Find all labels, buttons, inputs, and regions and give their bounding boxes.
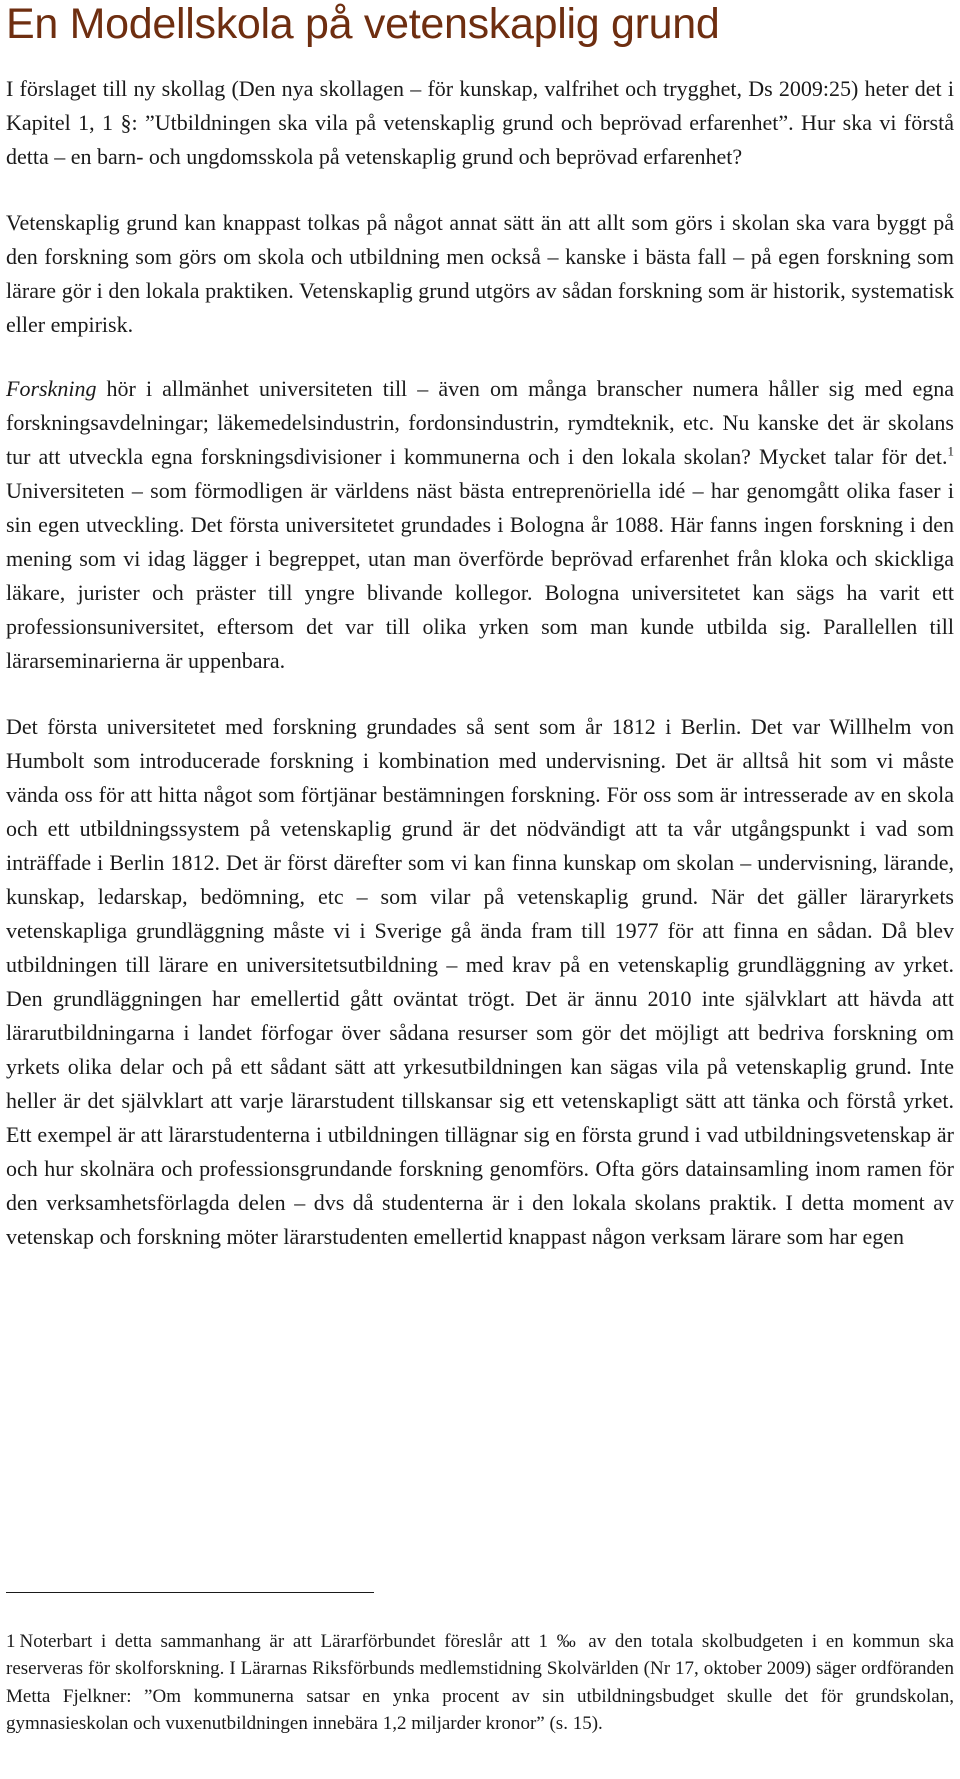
- paragraph-3-part-2: Universiteten – som förmodligen är världens näst bästa entreprenöriella idé – har genomgått olika faser i sin egen utveckling. Det första universitetet grundades i Bologna år 1088. Här fanns ingen forskning i den mening som vi idag lägger i begreppet, utan man överförde beprövad erfarenhet från kloka och skickliga läkare, jurister och präster till yngre blivande kollegor. Bologna universitetet kan sägs ha varit ett professionsuniversitet, eftersom det var till olika yrken som man kunde utbilda sig. Parallellen till lärarseminarierna är uppenbara.: [6, 478, 954, 673]
- paragraph-3: [6, 372, 954, 678]
- paragraph-3-part-1: hör i allmänhet universiteten till – även om många branscher numera håller sig med egna forskningsavdelningar; läkemedelsindustrin, fordonsindustrin, rymdteknik, etc. Nu kanske det är skolans tur att utveckla egna forskningsdivisioner i kommunerna och i den lokala skolan? Mycket talar för det.: [6, 376, 954, 469]
- body-text: [6, 72, 954, 1254]
- italic-term: Forskning: [6, 376, 97, 401]
- page-title: En Modellskola på vetenskaplig grund: [6, 0, 720, 48]
- paragraph-4: Det första universitetet med forskning grundades så sent som år 1812 i Berlin. Det var Willhelm von Humbolt som introducerade forskning i kombination med undervisning. Det är alltså hit som vi måste vända oss för att hitta något som förtjänar bestämningen forskning. För oss som är intresserade av en skola och ett utbildningssystem på vetenskaplig grund är det nödvändigt att ta vår utgångspunkt i vad som inträffade i Berlin 1812. Det är först därefter som vi kan finna kunskap om skolan – undervisning, lärande, kunskap, ledarskap, bedömning, etc – som vilar på vetenskaplig grund. När det gäller läraryrkets vetenskapliga grundläggning måste vi i Sverige gå ända fram till 1977 för att finna en sådan. Då blev utbildningen till lärare en universitetsutbildning – med krav på en vetenskaplig grundläggning av yrket. Den grundläggningen har emellertid gått oväntat trögt. Det är ännu 2010 inte självklart att hävda att lärarutbildningarna i landet förfogar över sådana resurser som gör det möjligt att bedriva forskning om yrkets olika delar och på ett sådant sätt att yrkesutbildningen kan sägas vila på vetenskaplig grund. Inte heller är det självklart att varje lärarstudent tillskansar sig ett vetenskapligt sätt att tänka och förstå yrket. Ett exempel är att lärarstudenterna i utbildningen tillägnar sig en första grund i vad utbildningsvetenskap är och hur skolnära och professionsgrundande forskning genomförs. Ofta görs datainsamling inom ramen för den verksamhetsförlagda delen – dvs då studenterna är i den lokala skolans praktik. I detta moment av vetenskap och forskning möter lärarstudenten emellertid knappast någon verksam lärare som har egen: [6, 714, 954, 1249]
- footnote: [6, 1628, 954, 1738]
- paragraph-2: Vetenskaplig grund kan knappast tolkas på något annat sätt än att allt som görs i skolan ska vara byggt på den forskning som görs om skola och utbildning men också – kanske i bästa fall – på egen forskning som lärare gör i den lokala praktiken. Vetenskaplig grund utgörs av sådan forskning som är historik, systematisk eller empirisk.: [6, 210, 954, 337]
- footnote-text: Noterbart i detta sammanhang är att Lärarförbundet föreslår att 1 ‰ av den totala skolbudgeten i en kommun ska reserveras för skolforskning. I Lärarnas Riksförbunds medlemstidning Skolvärlden (Nr 17, oktober 2009) säger ordföranden Metta Fjelkner: ”Om kommunerna satsar en ynka procent av sin utbildningsbudget skulle det för grundskolan, gymnasieskolan och vuxenutbildningen innebära 1,2 miljarder kronor” (s. 15).: [6, 1631, 954, 1735]
- footnote-divider: [6, 1592, 374, 1593]
- footnote-reference[interactable]: 1: [947, 443, 954, 459]
- footnote-number: 1: [6, 1631, 16, 1652]
- paragraph-1: I förslaget till ny skollag (Den nya skollagen – för kunskap, valfrihet och trygghet, Ds 2009:25) heter det i Kapitel 1, 1 §: ”Utbildningen ska vila på vetenskaplig grund och beprövad erfarenhet”. Hur ska vi förstå detta – en barn- och ungdomsskola på vetenskaplig grund och beprövad erfarenhet?: [6, 76, 954, 169]
